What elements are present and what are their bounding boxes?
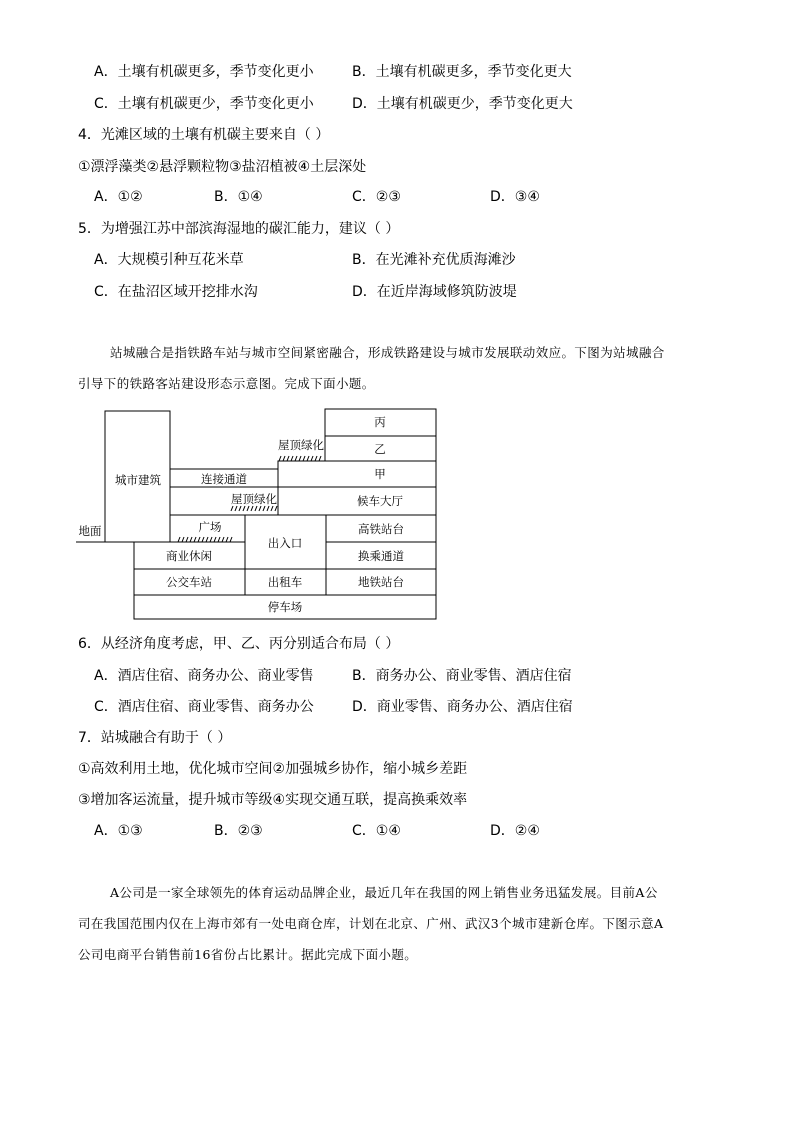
q4-stem: 4．光滩区域的土壤有机碳主要来自（ ） — [78, 127, 330, 143]
q5-stem: 5．为增强江苏中部滨海湿地的碳汇能力，建议（ ） — [78, 221, 400, 237]
q4-items: ①漂浮藻类②悬浮颗粒物③盐沼植被④土层深处 — [78, 159, 367, 175]
passage2-line1: 站城融合是指铁路车站与城市空间紧密融合，形成铁路建设与城市发展联动效应。下图为站城融合 — [110, 345, 665, 360]
label-parking: 停车场 — [267, 600, 303, 614]
q5-option-d: D．在近岸海域修筑防波堤 — [352, 284, 517, 300]
plaza-hatch — [178, 537, 232, 542]
q5-option-a: A．大规模引种互花米草 — [94, 252, 244, 268]
q7-stem: 7．站城融合有助于（ ） — [78, 730, 232, 746]
q5-option-b: B．在光滩补充优质海滩沙 — [352, 252, 516, 268]
label-bing: 丙 — [374, 415, 386, 429]
label-metro-platform: 地铁站台 — [358, 575, 404, 589]
label-connect-passage: 连接通道 — [201, 472, 247, 486]
passage3-line1: A公司是一家全球领先的体育运动品牌企业，最近几年在我国的网上销售业务迅猛发展。目前A公 — [110, 885, 658, 900]
label-commercial-leisure: 商业休闲 — [166, 549, 212, 563]
label-plaza: 广场 — [198, 520, 222, 534]
label-roof-green-top: 屋顶绿化 — [278, 438, 324, 452]
q4-option-a: A．①② — [94, 189, 143, 205]
q3-option-a: A．土壤有机碳更多，季节变化更小 — [94, 64, 314, 80]
q7-option-d: D．②④ — [490, 823, 540, 839]
q7-items-2: ③增加客运流量，提升城市等级④实现交通互联，提高换乘效率 — [78, 792, 468, 808]
label-hsr-platform: 高铁站台 — [358, 522, 404, 536]
passage3-line2: 司在我国范围内仅在上海市郊有一处电商仓库，计划在北京、广州、武汉3个城市建新仓库。下图示意A — [78, 916, 664, 931]
q4-option-d: D．③④ — [490, 189, 540, 205]
station-diagram — [74, 405, 444, 623]
q7-option-b: B．②③ — [214, 823, 263, 839]
roof-green-mid-hatch — [231, 506, 277, 511]
q4-option-c: C．②③ — [352, 189, 401, 205]
q6-option-a: A．酒店住宿、商务办公、商业零售 — [94, 668, 314, 684]
q7-items-1: ①高效利用土地，优化城市空间②加强城乡协作，缩小城乡差距 — [78, 761, 468, 777]
jia-box — [278, 461, 436, 487]
label-jia: 甲 — [374, 467, 386, 481]
q3-option-b: B．土壤有机碳更多，季节变化更大 — [352, 64, 572, 80]
q6-option-d: D．商业零售、商务办公、酒店住宿 — [352, 699, 573, 715]
label-transfer-passage: 换乘通道 — [358, 549, 404, 563]
label-roof-green-mid: 屋顶绿化 — [231, 492, 277, 506]
q4-option-b: B．①④ — [214, 189, 263, 205]
q6-option-c: C．酒店住宿、商业零售、商务办公 — [94, 699, 314, 715]
label-entrance: 出入口 — [267, 536, 303, 550]
label-ground: 地面 — [78, 524, 102, 538]
station-diagram-svg — [74, 405, 444, 623]
q3-option-d: D．土壤有机碳更少，季节变化更大 — [352, 96, 573, 112]
label-yi: 乙 — [374, 442, 386, 456]
q6-option-b: B．商务办公、商业零售、酒店住宿 — [352, 668, 572, 684]
q6-stem: 6．从经济角度考虑，甲、乙、丙分别适合布局（ ） — [78, 636, 400, 652]
label-bus-station: 公交车站 — [166, 575, 212, 589]
q3-option-c: C．土壤有机碳更少，季节变化更小 — [94, 96, 314, 112]
q5-option-c: C．在盐沼区域开挖排水沟 — [94, 284, 258, 300]
roof-green-top-hatch — [278, 456, 325, 461]
q7-option-a: A．①③ — [94, 823, 143, 839]
label-taxi: 出租车 — [267, 575, 303, 589]
passage3-line3: 公司电商平台销售前16省份占比累计。据此完成下面小题。 — [78, 947, 418, 962]
passage2-line2: 引导下的铁路客站建设形态示意图。完成下面小题。 — [78, 376, 375, 391]
q7-option-c: C．①④ — [352, 823, 401, 839]
label-waiting-hall: 候车大厅 — [357, 494, 403, 508]
label-city-building: 城市建筑 — [115, 473, 161, 487]
